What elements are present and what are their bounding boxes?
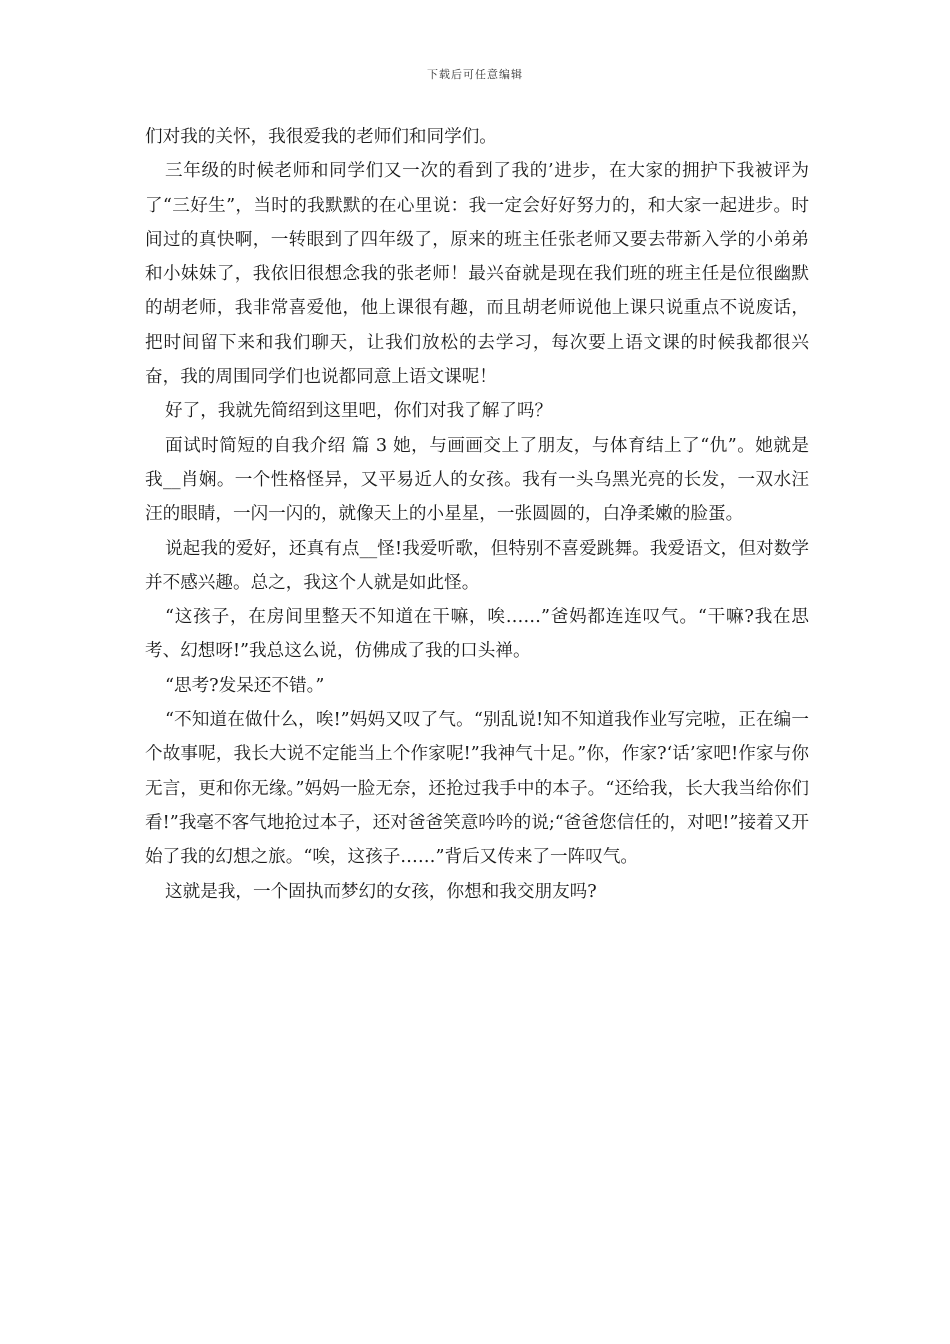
page-header: 下载后可任意编辑 [427, 68, 523, 81]
paragraph-6: “这孩子，在房间里整天不知道在干嘛，唉……”爸妈都连连叹气。“干嘛?我在思考、幻想呀!”我总这么说，仿佛成了我的口头禅。 [145, 607, 809, 662]
paragraph-4: 面试时简短的自我介绍 篇 3 她，与画画交上了朋友，与体育结上了“仇”。她就是我__肖娴。一个性格怪异，又平易近人的女孩。我有一头乌黑光亮的长发，一双水汪汪的眼睛，一闪一闪的，就像天上的小星星，一张圆圆的，白净柔嫩的脸蛋。 [145, 435, 809, 525]
paragraph-7: “思考?发呆还不错。” [165, 675, 325, 696]
paragraph-9: 这就是我，一个固执而梦幻的女孩，你想和我交朋友吗? [165, 881, 597, 902]
paragraph-8: “不知道在做什么，唉!”妈妈又叹了气。“别乱说!知不知道我作业写完啦，正在编一个故事呢，我长大说不定能当上个作家呢!”我神气十足。”你，作家?‘话’家吧!作家与你无言，更和你无缘。”妈妈一脸无奈，还抢过我手中的本子。“还给我，长大我当给你们看!”我毫不客气地抢过本子，还对爸爸笑意吟吟的说;“爸爸您信任的，对吧!”接着又开始了我的幻想之旅。“唉，这孩子……”背后又传来了一阵叹气。 [145, 710, 809, 868]
document-body [145, 120, 809, 909]
paragraph-1: 们对我的关怀，我很爱我的老师们和同学们。 [145, 127, 497, 147]
paragraph-5: 说起我的爱好，还真有点__怪!我爱听歌，但特别不喜爱跳舞。我爱语文，但对数学并不感兴趣。总之，我这个人就是如此怪。 [145, 538, 809, 593]
paragraph-2: 三年级的时候老师和同学们又一次的看到了我的’进步，在大家的拥护下我被评为了“三好生”，当时的我默默的在心里说：我一定会好好努力的，和大家一起进步。时间过的真快啊，一转眼到了四年级了，原来的班主任张老师又要去带新入学的小弟弟和小妹妹了，我依旧很想念我的张老师！最兴奋就是现在我们班的班主任是位很幽默的胡老师，我非常喜爱他，他上课很有趣，而且胡老师说他上课只说重点不说废话，把时间留下来和我们聊天，让我们放松的去学习，每次要上语文课的时候我都很兴奋，我的周围同学们也说都同意上语文课呢！ [145, 161, 809, 388]
paragraph-3: 好了，我就先简绍到这里吧，你们对我了解了吗？ [165, 401, 553, 422]
